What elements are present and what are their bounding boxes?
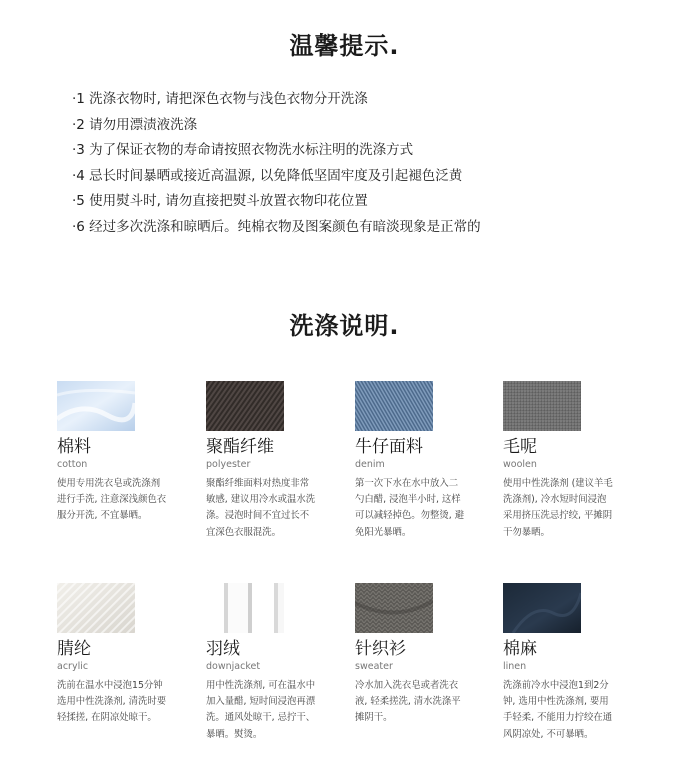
material-name-en: downjacket (206, 661, 261, 672)
material-name-cn: 毛呢 (503, 437, 537, 457)
material-name-cn: 针织衫 (355, 639, 406, 659)
material-desc: 使用专用洗衣皂或洗涤剂进行手洗, 注意深浅颜色衣服分开洗, 不宜暴晒。 (57, 478, 167, 522)
material-name-cn: 棉麻 (503, 639, 537, 659)
polyester-swatch (206, 381, 284, 431)
sweater-swatch (355, 583, 433, 633)
material-name-cn: 聚酯纤维 (206, 437, 274, 457)
material-name-cn: 腈纶 (57, 639, 91, 659)
material-card-denim (355, 381, 485, 541)
material-name-cn: 羽绒 (206, 639, 240, 659)
material-name-en: sweater (355, 661, 393, 672)
woolen-swatch (503, 381, 581, 431)
material-card-sweater (355, 583, 485, 727)
material-card-polyester (206, 381, 336, 541)
cotton-swatch (57, 381, 135, 431)
material-desc: 冷水加入洗衣皂或者洗衣液, 轻柔搓洗, 清水洗涤平摊阴干。 (355, 680, 461, 724)
material-name-en: cotton (57, 459, 88, 470)
tip-item: ·4 忌长时间暴晒或接近高温源, 以免降低坚固牢度及引起褪色泛黄 (72, 167, 463, 184)
linen-swatch (503, 583, 581, 633)
tips-title: 温馨提示. (289, 32, 400, 60)
tip-item: ·1 洗涤衣物时, 请把深色衣物与浅色衣物分开洗涤 (72, 91, 368, 107)
tip-item: ·3 为了保证衣物的寿命请按照衣物洗水标注明的洗涤方式 (72, 142, 414, 159)
material-name-en: woolen (503, 459, 537, 470)
material-desc: 第一次下水在水中放入二勺白醋, 浸泡半小时, 这样可以减轻掉色。勿整烫, 避免阳光暴晒。 (355, 478, 465, 538)
material-card-downjacket (206, 583, 336, 743)
material-desc: 洗前在温水中浸泡15分钟选用中性洗涤剂, 清洗时要轻揉搓, 在阴凉处晾干。 (57, 680, 167, 724)
material-name-en: acrylic (57, 661, 89, 672)
material-card-cotton (57, 381, 187, 525)
material-card-linen (503, 583, 633, 743)
tips-list (72, 87, 672, 241)
downjacket-swatch (206, 583, 284, 633)
tip-item: ·6 经过多次洗涤和晾晒后。纯棉衣物及图案颜色有暗淡现象是正常的 (72, 218, 481, 235)
material-name-en: polyester (206, 459, 251, 470)
material-desc: 使用中性洗涤剂 (建议羊毛洗涤剂), 冷水短时间浸泡采用挤压洗忌拧绞, 平摊阴干勿暴晒。 (503, 478, 613, 538)
wash-title: 洗涤说明. (289, 312, 400, 340)
material-name-en: denim (355, 459, 385, 470)
tip-item: ·2 请勿用漂渍液洗涤 (72, 116, 198, 133)
material-name-en: linen (503, 661, 527, 672)
material-name-cn: 牛仔面料 (355, 437, 423, 457)
acrylic-swatch (57, 583, 135, 633)
material-name-cn: 棉料 (57, 437, 91, 457)
material-desc: 用中性洗涤剂, 可在温水中加入量醋, 短时间浸泡再漂洗。通风处晾干, 忌拧干、暴晒。熨烫。 (206, 680, 316, 740)
denim-swatch (355, 381, 433, 431)
material-desc: 洗涤前冷水中浸泡1到2分钟, 选用中性洗涤剂, 要用手轻柔, 不能用力拧绞在通风阴凉处, 不可暴晒。 (503, 680, 613, 740)
tip-item: ·5 使用熨斗时, 请勿直接把熨斗放置衣物印花位置 (72, 193, 368, 210)
material-card-acrylic (57, 583, 187, 727)
material-desc: 聚酯纤维面料对热度非常敏感, 建议用冷水或温水洗涤。浸泡时间不宜过长不宜深色衣服混洗。 (206, 478, 316, 538)
material-card-woolen (503, 381, 633, 541)
